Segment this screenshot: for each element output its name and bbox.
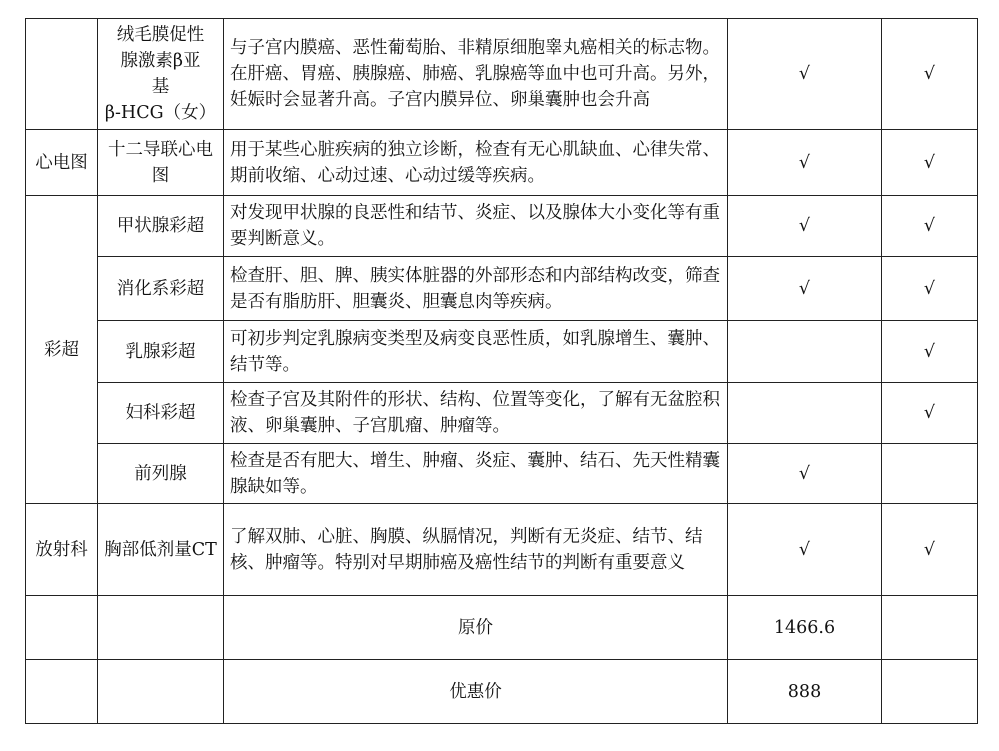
empty-cell [26,660,98,724]
check-mark-col-b [882,444,978,504]
empty-cell [882,596,978,660]
check-mark-col-a: √ [728,196,882,257]
discount-price-label: 优惠价 [224,660,728,724]
check-mark-col-a: √ [728,504,882,596]
item-description: 可初步判定乳腺病变类型及病变良恶性质，如乳腺增生、囊肿、结节等。 [224,321,728,383]
item-description: 用于某些心脏疾病的独立诊断，检查有无心肌缺血、心律失常、期前收缩、心动过速、心动过缓等疾病。 [224,130,728,196]
item-name-cell: 乳腺彩超 [98,321,224,383]
item-name-cell: 妇科彩超 [98,383,224,444]
empty-cell [26,596,98,660]
table-row [26,257,978,321]
original-price-value: 1466.6 [728,596,882,660]
category-cell: 放射科 [26,504,98,596]
item-description: 对发现甲状腺的良恶性和结节、炎症、以及腺体大小变化等有重要判断意义。 [224,196,728,257]
table-row [26,196,978,257]
item-description: 检查肝、胆、脾、胰实体脏器的外部形态和内部结构改变，筛查是否有脂肪肝、胆囊炎、胆囊息肉等疾病。 [224,257,728,321]
item-name-cell: 甲状腺彩超 [98,196,224,257]
item-description: 检查子宫及其附件的形状、结构、位置等变化，了解有无盆腔积液、卵巢囊肿、子宫肌瘤、肿瘤等。 [224,383,728,444]
category-cell: 彩超 [26,196,98,504]
item-name-cell [98,19,224,130]
item-name-line: β-HCG（女） [104,103,217,123]
item-name-cell: 消化系彩超 [98,257,224,321]
table-row [26,19,978,130]
item-description: 了解双肺、心脏、胸膜、纵膈情况，判断有无炎症、结节、结核、肿瘤等。特别对早期肺癌及癌性结节的判断有重要意义 [224,504,728,596]
table-row [26,130,978,196]
check-mark-col-b: √ [882,130,978,196]
item-name-line: 基 [151,77,170,97]
item-name-line: 绒毛膜促性 [116,25,205,45]
empty-cell [98,596,224,660]
item-name-cell: 前列腺 [98,444,224,504]
check-mark-col-b: √ [882,19,978,130]
check-mark-col-b: √ [882,321,978,383]
check-mark-col-a: √ [728,444,882,504]
empty-cell [882,660,978,724]
table-row [26,383,978,444]
check-mark-col-a: √ [728,257,882,321]
item-description: 检查是否有肥大、增生、肿瘤、炎症、囊肿、结石、先天性精囊腺缺如等。 [224,444,728,504]
item-name-cell: 胸部低剂量CT [98,504,224,596]
check-mark-col-b: √ [882,383,978,444]
category-cell [26,19,98,130]
original-price-row [26,596,978,660]
discount-price-value: 888 [728,660,882,724]
table-row [26,504,978,596]
check-mark-col-a: √ [728,19,882,130]
check-mark-col-b: √ [882,196,978,257]
original-price-label: 原价 [224,596,728,660]
discount-price-row [26,660,978,724]
item-name-cell: 十二导联心电图 [98,130,224,196]
table-row [26,444,978,504]
item-name-line: 腺激素β亚 [120,51,201,71]
check-mark-col-a [728,383,882,444]
check-mark-col-a [728,321,882,383]
empty-cell [98,660,224,724]
check-mark-col-b: √ [882,504,978,596]
check-mark-col-a: √ [728,130,882,196]
category-cell: 心电图 [26,130,98,196]
check-mark-col-b: √ [882,257,978,321]
checkup-items-table [25,18,978,724]
item-description: 与子宫内膜癌、恶性葡萄胎、非精原细胞睾丸癌相关的标志物。在肝癌、胃癌、胰腺癌、肺癌、乳腺癌等血中也可升高。另外，妊娠时会显著升高。子宫内膜异位、卵巢囊肿也会升高 [224,19,728,130]
table-row [26,321,978,383]
